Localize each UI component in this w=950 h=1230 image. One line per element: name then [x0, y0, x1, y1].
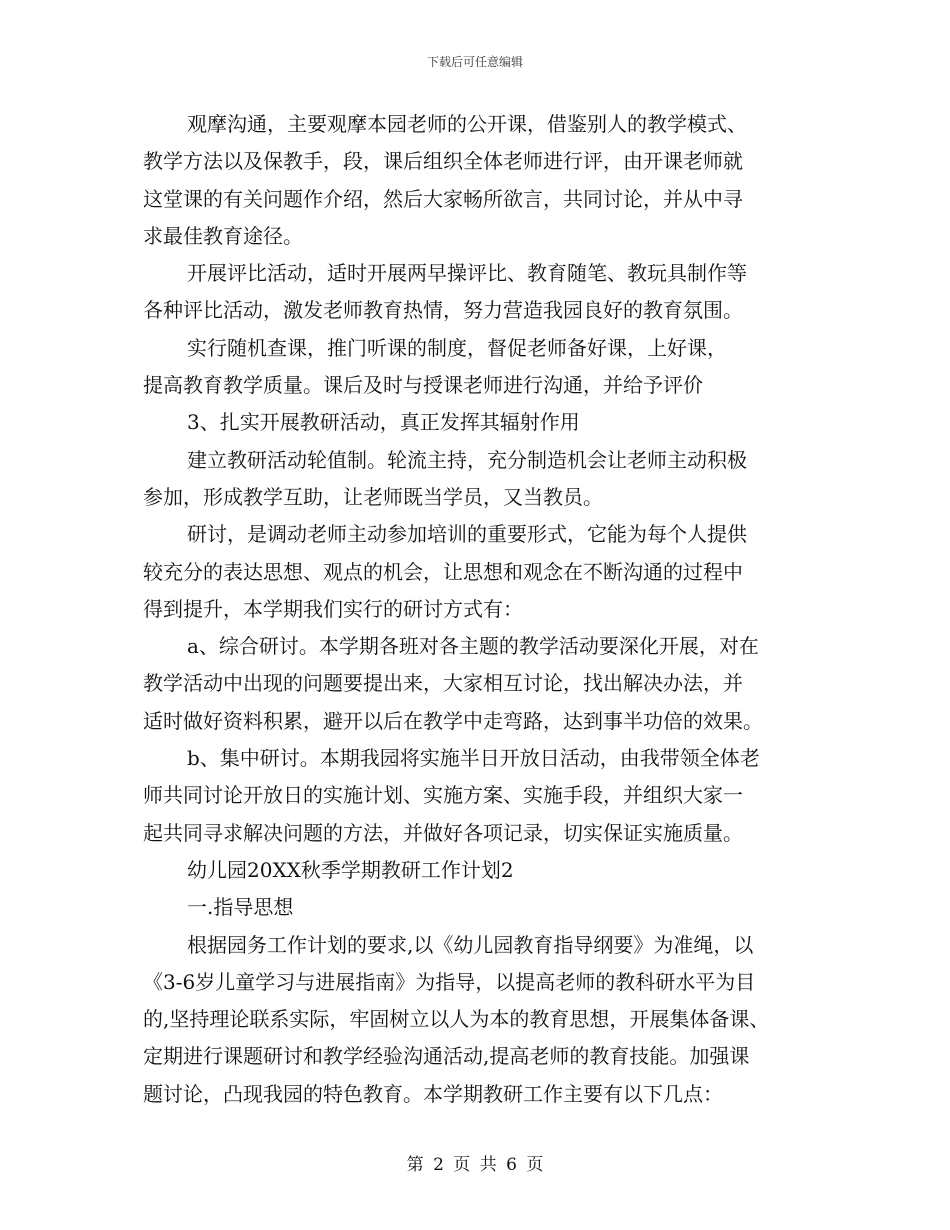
paragraph-line: 建立教研活动轮值制。轮流主持，充分制造机会让老师主动积极	[187, 447, 747, 472]
paragraph-line: 适时做好资料积累，避开以后在教学中走弯路，达到事半功倍的效果。	[143, 708, 763, 733]
paragraph-line: 起共同寻求解决问题的方法，并做好各项记录，切实保证实施质量。	[143, 820, 743, 845]
section-heading: 3、扎实开展教研活动，真正发挥其辐射作用	[187, 410, 580, 435]
document-title: 幼儿园20XX秋季学期教研工作计划2	[187, 857, 514, 882]
document-body	[143, 106, 823, 1113]
paragraph-line: 提高教育教学质量。课后及时与授课老师进行沟通，并给予评价	[143, 373, 703, 398]
page-header: 下载后可任意编辑	[426, 55, 523, 69]
paragraph-line: 教学活动中出现的问题要提出来，大家相互讨论，找出解决办法，并	[143, 671, 743, 696]
paragraph-line: 题讨论，凸现我园的特色教育。本学期教研工作主要有以下几点：	[143, 1081, 723, 1106]
paragraph-line: 研讨，是调动老师主动参加培训的重要形式，它能为每个人提供	[187, 522, 747, 547]
paragraph-line: 求最佳教育途径。	[143, 223, 303, 248]
paragraph-line: 教学方法以及保教手，段，课后组织全体老师进行评，由开课老师就	[143, 149, 743, 174]
page-number-footer: 第 2 页 共 6 页	[406, 1155, 544, 1175]
paragraph-line: 开展评比活动，适时开展两早操评比、教育随笔、教玩具制作等	[187, 261, 747, 286]
paragraph-line: 观摩沟通，主要观摩本园老师的公开课，借鉴别人的教学模式、	[187, 112, 747, 136]
paragraph-line: 师共同讨论开放日的实施计划、实施方案、实施手段，并组织大家一	[143, 783, 743, 808]
paragraph-line: 这堂课的有关问题作介绍，然后大家畅所欲言，共同讨论，并从中寻	[143, 186, 743, 211]
paragraph-line: 实行随机查课，推门听课的制度，督促老师备好课，上好课，	[187, 335, 727, 360]
paragraph-line: 的,坚持理论联系实际，牢固树立以人为本的教育思想，开展集体备课、	[143, 1007, 770, 1032]
section-heading: 一.指导思想	[187, 895, 294, 920]
paragraph-line: b、集中研讨。本期我园将实施半日开放日活动，由我带领全体老	[187, 746, 760, 771]
paragraph-line: 《3-6岁儿童学习与进展指南》为指导，以提高老师的教科研水平为目	[143, 969, 756, 994]
paragraph-line: 较充分的表达思想、观点的机会，让思想和观念在不断沟通的过程中	[143, 559, 743, 584]
paragraph-line: a、综合研讨。本学期各班对各主题的教学活动要深化开展，对在	[187, 634, 759, 659]
paragraph-line: 得到提升，本学期我们实行的研讨方式有：	[143, 596, 523, 621]
paragraph-line: 参加，形成教学互助，让老师既当学员，又当教员。	[143, 484, 603, 509]
paragraph-line: 定期进行课题研讨和教学经验沟通活动,提高老师的教育技能。加强课	[143, 1044, 750, 1069]
paragraph-line: 根据园务工作计划的要求,以《幼儿园教育指导纲要》为准绳，以	[187, 932, 754, 957]
paragraph-line: 各种评比活动，激发老师教育热情，努力营造我园良好的教育氛围。	[143, 298, 743, 323]
